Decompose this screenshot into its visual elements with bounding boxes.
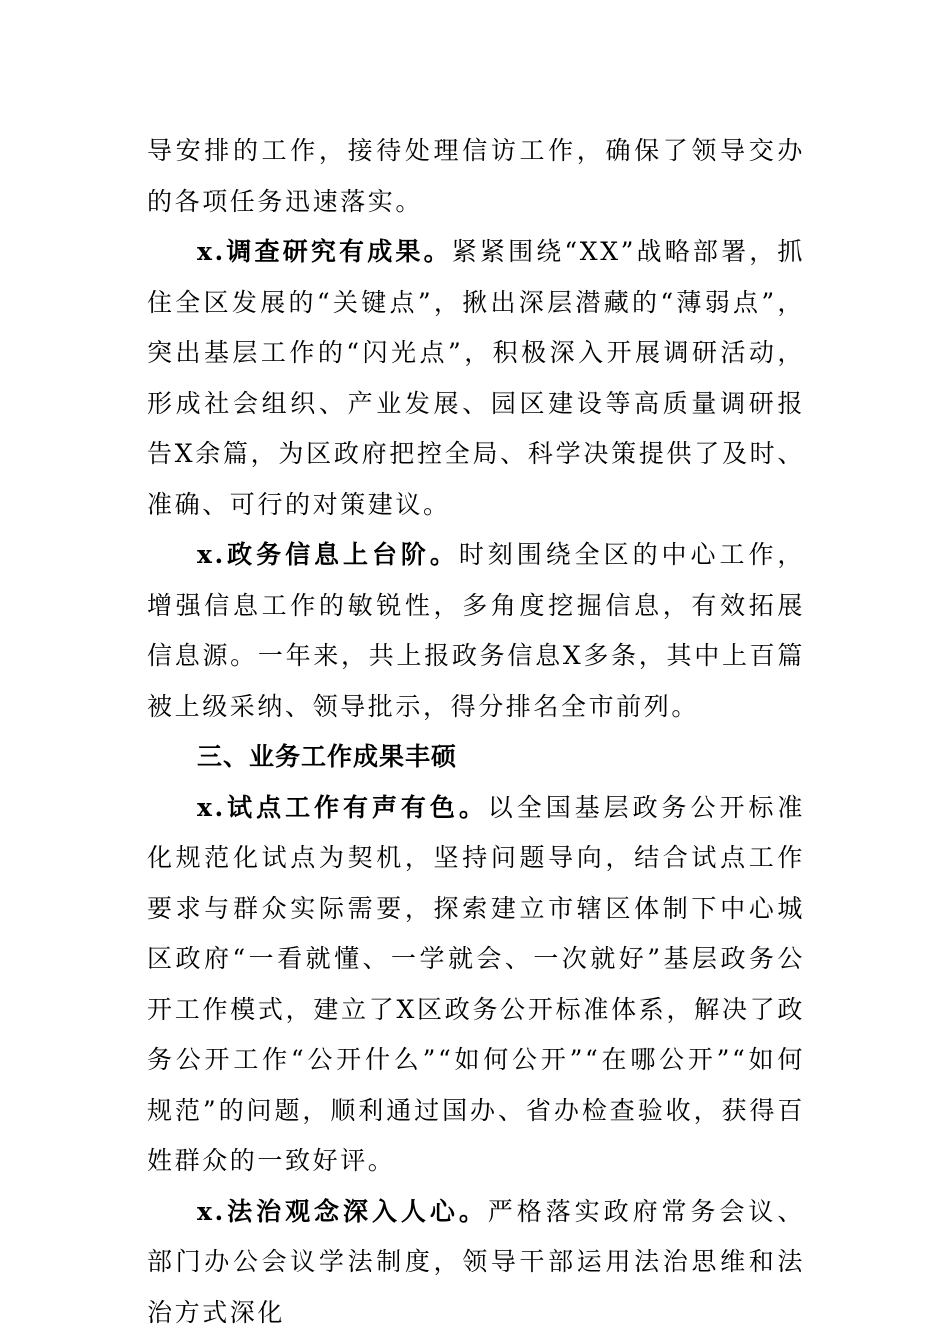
paragraph-lead: x.政务信息上台阶。 (197, 540, 459, 569)
paragraph-lead: x.法治观念深入人心。 (197, 1196, 488, 1226)
paragraph-pilot (147, 783, 805, 1187)
paragraph-lead: x.试点工作有声有色。 (197, 792, 488, 822)
paragraph-information (147, 530, 805, 732)
paragraph-body: 导安排的工作，接待处理信访工作，确保了领导交办的各项任务迅速落实。 (147, 136, 805, 216)
continuation-paragraph (147, 126, 805, 227)
paragraph-body: 紧紧围绕“XX”战略部署，抓住全区发展的“关键点”，揪出深层潜藏的“薄弱点”，突出基层工作的“闪光点”，积极深入开展调研活动，形成社会组织、产业发展、园区建设等高质量调研报告X余篇，为区政府把控全局、科学决策提供了及时、准确、可行的对策建议。 (147, 237, 806, 519)
paragraph-rule-of-law (147, 1187, 805, 1339)
paragraph-body: 以全国基层政务公开标准化规范化试点为契机，坚持问题导向，结合试点工作要求与群众实际需要，探索建立市辖区体制下中心城区政府“一看就懂、一学就会、一次就好”基层政务公开工作模式，建立了X区政务公开标准体系，解决了政务公开工作“公开什么”“如何公开”“在哪公开”“如何规范”的问题，顺利通过国办、省办检查验收，获得百姓群众的一致好评。 (147, 792, 805, 1175)
paragraph-body: 严格落实政府常务会议、部门办公会议学法制度，领导干部运用法治思维和法治方式深化 (147, 1196, 805, 1327)
paragraph-lead: x.调查研究有成果。 (197, 237, 452, 266)
section-heading: 三、业务工作成果丰硕 (197, 742, 458, 771)
paragraph-research (147, 227, 805, 530)
document-page (147, 126, 805, 1338)
paragraph-body: 时刻围绕全区的中心工作，增强信息工作的敏锐性，多角度挖掘信息，有效拓展信息源。一年来，共上报政务信息X多条，其中上百篇被上级采纳、领导批示，得分排名全市前列。 (147, 540, 805, 721)
